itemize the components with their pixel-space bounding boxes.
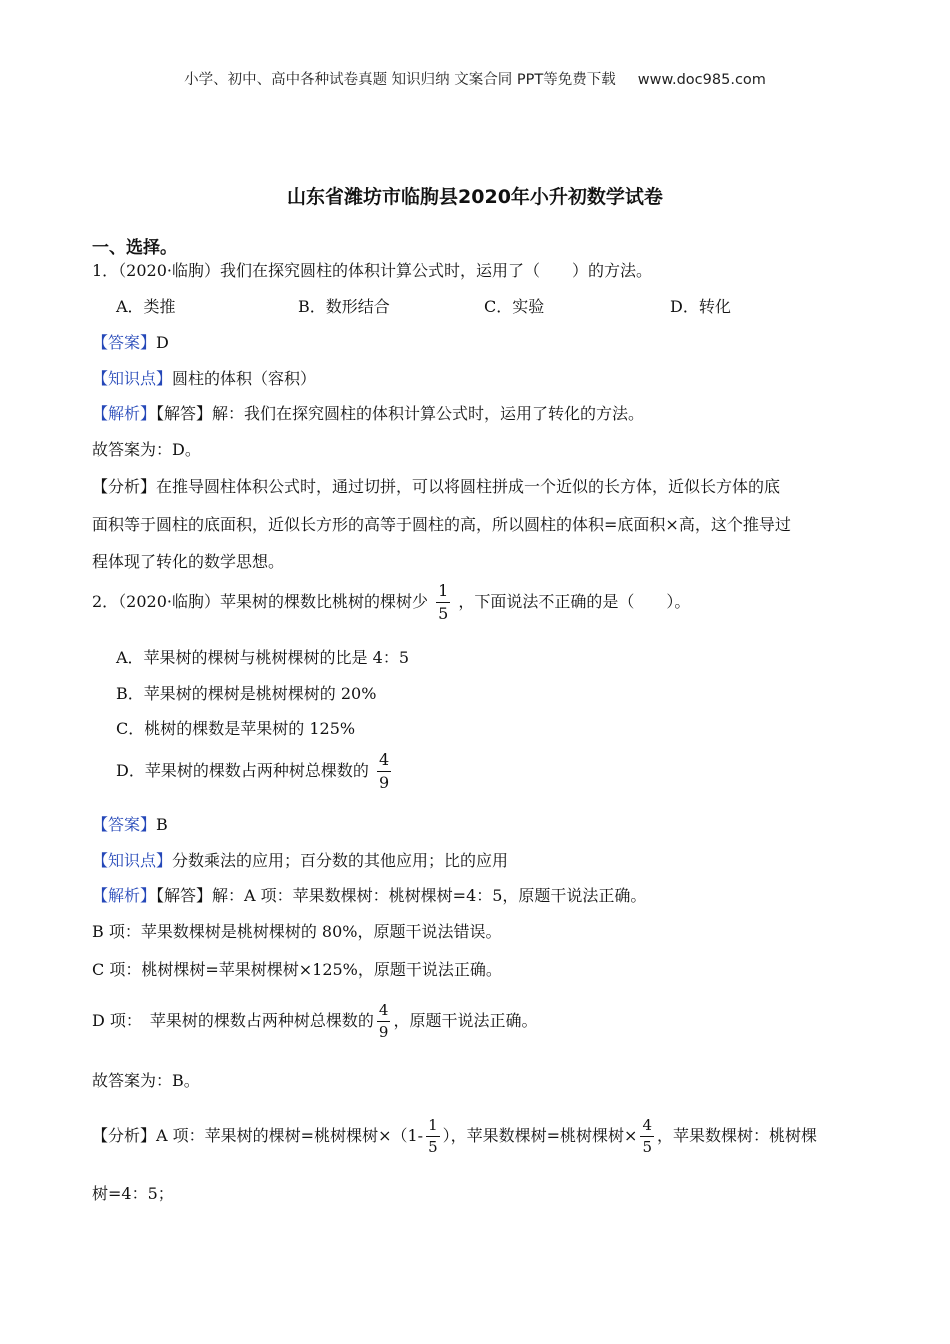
q1-option-d: D．转化	[670, 297, 731, 316]
q2-knowledge	[92, 848, 508, 871]
header-text: 小学、初中、高中各种试卷真题 知识归纳 文案合同 PPT等免费下载	[184, 72, 616, 88]
fenxi-tag: 【分析】	[92, 477, 157, 496]
q2-option-d-fraction	[377, 752, 391, 791]
header-site-link[interactable]: www.doc985.com	[637, 72, 766, 88]
fenxi-text: 在推导圆柱体积公式时，通过切拼，可以将圆柱拼成一个近似的长方体，近似长方体的底	[156, 477, 781, 496]
q1-analysis	[92, 401, 644, 424]
q2-line-c: C 项：桃树棵树=苹果树棵树×125%，原题干说法正确。	[92, 960, 502, 979]
q2-stem-fraction	[436, 583, 450, 622]
analysis-tag: 【解析】	[92, 404, 157, 423]
q1-fenxi-line-3: 程体现了转化的数学思想。	[92, 552, 285, 571]
q2-stem-text-after: ，下面说法不正确的是（ ）。	[458, 592, 691, 611]
q2-line-d	[92, 1003, 537, 1040]
numerator: 4	[640, 1118, 654, 1137]
fenxi-fraction-2	[640, 1118, 654, 1155]
denominator: 9	[378, 773, 390, 792]
q2-answer	[92, 812, 168, 835]
analysis-value: 【解答】解：A 项：苹果数棵树：桃树棵树=4：5，原题干说法正确。	[156, 886, 647, 905]
knowledge-tag: 【知识点】	[92, 369, 173, 388]
numerator: 1	[426, 1118, 440, 1137]
q2-line-d-text: D 项： 苹果树的棵数占两种树总棵数的	[92, 1011, 374, 1030]
numerator: 4	[377, 1003, 391, 1022]
q1-option-b: B．数形结合	[298, 297, 390, 316]
q2-line-d-fraction	[377, 1003, 391, 1040]
q2-fenxi-line-1	[92, 1118, 817, 1155]
q2-option-c: C．桃树的棵数是苹果树的 125%	[116, 719, 356, 738]
q1-knowledge	[92, 366, 316, 389]
knowledge-value: 圆柱的体积（容积）	[172, 369, 317, 388]
analysis-tag: 【解析】	[92, 886, 157, 905]
page-title: 山东省潍坊市临朐县2020年小升初数学试卷	[287, 186, 663, 208]
numerator: 1	[436, 583, 450, 603]
q2-analysis	[92, 883, 646, 906]
q1-answer	[92, 330, 169, 353]
denominator: 5	[642, 1138, 652, 1156]
section-heading: 一、选择。	[92, 238, 177, 258]
fenxi-text-2: ），苹果数棵树=桃树棵树×	[442, 1126, 638, 1145]
q1-fenxi-line-2: 面积等于圆柱的底面积，近似长方形的高等于圆柱的高，所以圆柱的体积=底面积×高，这个推导过	[92, 515, 791, 534]
q1-conclusion: 故答案为：D。	[92, 440, 201, 459]
denominator: 9	[378, 1023, 389, 1041]
fenxi-tag: 【分析】	[92, 1126, 157, 1145]
q2-option-d-text: D．苹果树的棵数占两种树总棵数的	[116, 761, 369, 780]
denominator: 5	[428, 1138, 438, 1156]
q1-option-c: C．实验	[484, 297, 545, 316]
analysis-value: 【解答】解：我们在探究圆柱的体积计算公式时，运用了转化的方法。	[156, 404, 645, 423]
q2-option-a: A．苹果树的棵树与桃树棵树的比是 4：5	[116, 648, 410, 667]
numerator: 4	[377, 752, 391, 772]
q2-line-b: B 项：苹果数棵树是桃树棵树的 80%，原题干说法错误。	[92, 922, 502, 941]
q2-stem	[92, 583, 690, 622]
page-header	[0, 68, 950, 89]
q2-option-b: B．苹果树的棵树是桃树棵树的 20%	[116, 684, 377, 703]
q2-conclusion: 故答案为：B。	[92, 1071, 200, 1090]
q2-line-d-text-after: ，原题干说法正确。	[393, 1011, 538, 1030]
answer-value: B	[156, 815, 168, 834]
q1-option-a: A．类推	[116, 297, 176, 316]
fenxi-text-1: A 项：苹果树的棵树=桃树棵树×（1-	[156, 1126, 424, 1145]
q2-stem-text: 2．（2020·临朐）苹果树的棵数比桃树的棵树少	[92, 592, 428, 611]
q2-fenxi-line-2: 树=4：5；	[92, 1184, 174, 1203]
fenxi-fraction-1	[426, 1118, 440, 1155]
q1-stem: 1．（2020·临朐）我们在探究圆柱的体积计算公式时，运用了（ ）的方法。	[92, 261, 652, 280]
q1-fenxi-line-1	[92, 474, 780, 497]
q2-option-d	[116, 752, 394, 791]
answer-tag: 【答案】	[92, 815, 157, 834]
fenxi-text-3: ，苹果数棵树：桃树棵	[656, 1126, 817, 1145]
knowledge-value: 分数乘法的应用；百分数的其他应用；比的应用	[172, 851, 509, 870]
answer-tag: 【答案】	[92, 333, 157, 352]
answer-value: D	[156, 333, 169, 352]
denominator: 5	[438, 604, 449, 623]
knowledge-tag: 【知识点】	[92, 851, 173, 870]
